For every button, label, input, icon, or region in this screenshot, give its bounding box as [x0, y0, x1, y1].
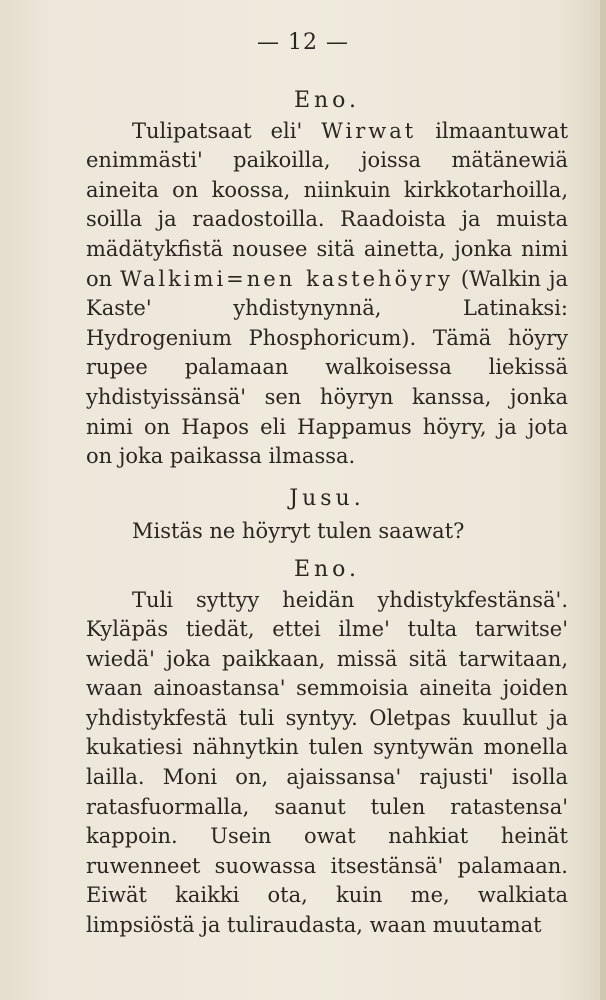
emphasized-term: Walkimi=nen kastehöyry	[120, 266, 453, 291]
emphasized-term: Wirwat	[321, 118, 417, 143]
paragraph-text: (Walkin ja Kaste' yhdistynynnä, Latinaksi: Hydrogenium Phosphoricum). Tämä höyry rupee palamaan walkoisessa liekissä yhdistyissänsä' sen höyryn kanssa, jonka nimi on Hapos eli Happamus höyry, ja jota on joka paikassa ilmassa.	[86, 266, 569, 469]
page-number-header: — 12 —	[257, 30, 349, 55]
page-body	[86, 86, 568, 941]
paragraph: Mistäs ne höyryt tulen saawat?	[132, 519, 465, 544]
paragraph: Tuli syttyy heidän yhdistykfestänsä'. Kyläpäs tiedät, ettei ilme' tulta tarwitse' wiedä' joka paikkaan, missä sitä tarwitaan, waan ainoastansa' semmoisia aineita joiden yhdistykfestä tuli syntyy. Oletpas kuullut ja kukatiesi nähnytkin tulen syntywän monella lailla. Moni on, ajaissansa' rajusti' isolla ratasfuormalla, saanut tulen ratastensa' kappoin. Usein owat nahkiat heinät ruwenneet suowassa itsestänsä' palamaan. Eiwät kaikki ota, kuin me, walkiata limpsiöstä ja tuliraudasta, waan muutamat	[86, 587, 568, 938]
speaker-name: Jusu.	[289, 485, 365, 511]
speaker-name: Eno.	[293, 556, 361, 582]
page-edge	[600, 0, 606, 1000]
paragraph-text: Tulipatsaat eli'	[132, 118, 322, 143]
paragraph-text: ilmaantuwat enimmästi' paikoilla, joissa mätänewiä aineita on koossa, niinkuin kirkkotarhoilla, soilla ja raadostoilla. Raadoista ja muista mädätykfistä nousee sitä ainetta, jonka nimi on	[86, 118, 569, 291]
paragraph	[86, 117, 568, 472]
speaker-name: Eno.	[293, 88, 361, 113]
